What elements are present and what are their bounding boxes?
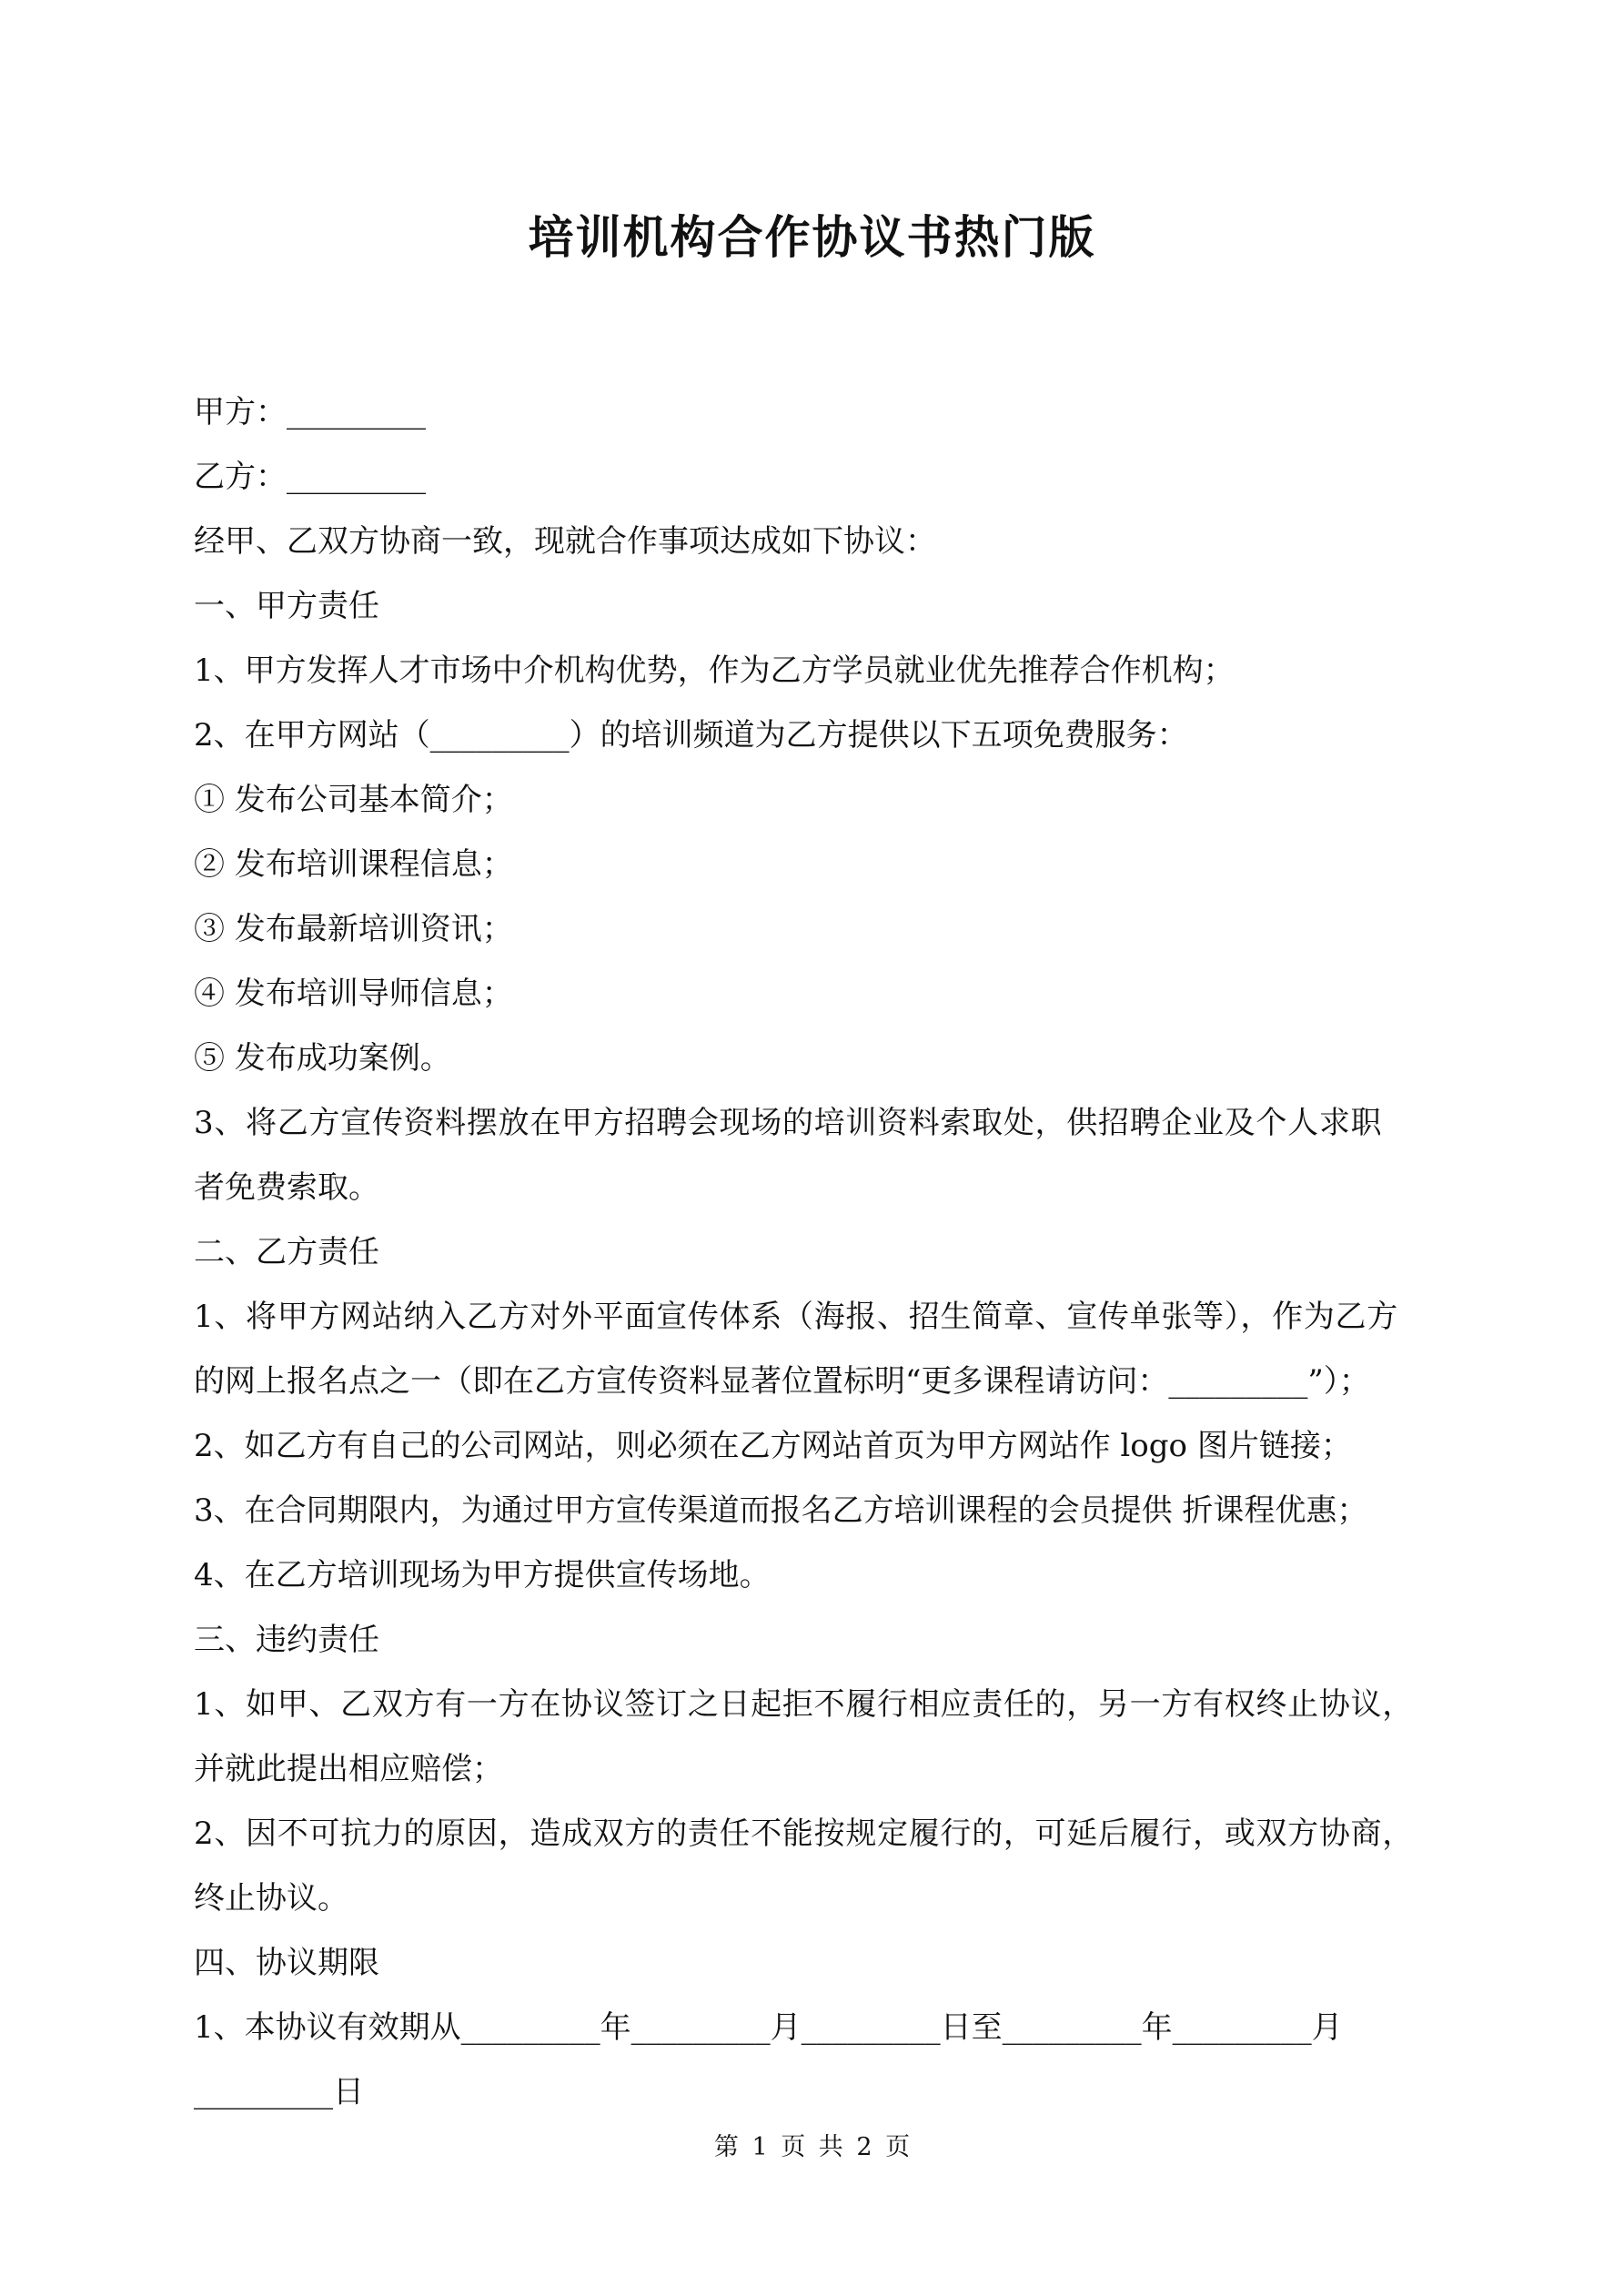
clause-line: 2、在甲方网站（_________）的培训频道为乙方提供以下五项免费服务： [194,717,1188,754]
clause-line: 3、将乙方宣传资料摆放在甲方招聘会现场的培训资料索取处，供招聘企业及个人求职 [194,1105,1383,1141]
clause-line: 3、在合同期限内，为通过甲方宣传渠道而报名乙方培训课程的会员提供 折课程优惠； [194,1492,1368,1529]
section-heading: 一、甲方责任 [194,588,379,624]
clause-line-continued: _________日 [194,2074,364,2110]
document-body [194,380,1440,2125]
list-item: ③ 发布最新培训资讯； [194,911,513,947]
clause-line-continued: 者免费索取。 [194,1169,379,1206]
section-heading: 三、违约责任 [194,1622,379,1658]
party-b-line: 乙方：_________ [194,459,426,495]
clause-line: 1、甲方发挥人才市场中介机构优势，作为乙方学员就业优先推荐合作机构； [194,652,1235,689]
clause-line-continued: 终止协议。 [194,1880,348,1917]
clause-line: 1、本协议有效期从_________年_________月_________日至_________年_________月 [194,2009,1343,2046]
list-item: ⑤ 发布成功案例。 [194,1040,451,1077]
clause-line: 1、将甲方网站纳入乙方对外平面宣传体系（海报、招生简章、宣传单张等），作为乙方 [194,1299,1398,1335]
page-number-footer: 第 1 页 共 2 页 [713,2133,911,2161]
section-heading: 四、协议期限 [194,1945,379,1981]
clause-line: 2、因不可抗力的原因，造成双方的责任不能按规定履行的，可延后履行，或双方协商， [194,1816,1414,1852]
document-title: 培训机构合作协议书热门版 [528,210,1096,264]
clause-line: 4、在乙方培训现场为甲方提供宣传场地。 [194,1557,771,1593]
list-item: ① 发布公司基本简介； [194,782,513,818]
list-item: ② 发布培训课程信息； [194,846,513,883]
clause-line: 2、如乙方有自己的公司网站，则必须在乙方网站首页为甲方网站作 logo 图片链接； [194,1428,1352,1464]
section-heading: 二、乙方责任 [194,1234,379,1270]
preamble: 经甲、乙双方协商一致，现就合作事项达成如下协议： [194,523,936,560]
clause-line: 1、如甲、乙双方有一方在协议签订之日起拒不履行相应责任的，另一方有权终止协议， [194,1686,1414,1723]
clause-line-continued: 的网上报名点之一（即在乙方宣传资料显著位置标明“更多课程请访问：_________”）； [194,1363,1370,1400]
list-item: ④ 发布培训导师信息； [194,976,513,1012]
clause-line-continued: 并就此提出相应赔偿； [194,1751,503,1787]
party-a-line: 甲方：_________ [194,394,426,430]
